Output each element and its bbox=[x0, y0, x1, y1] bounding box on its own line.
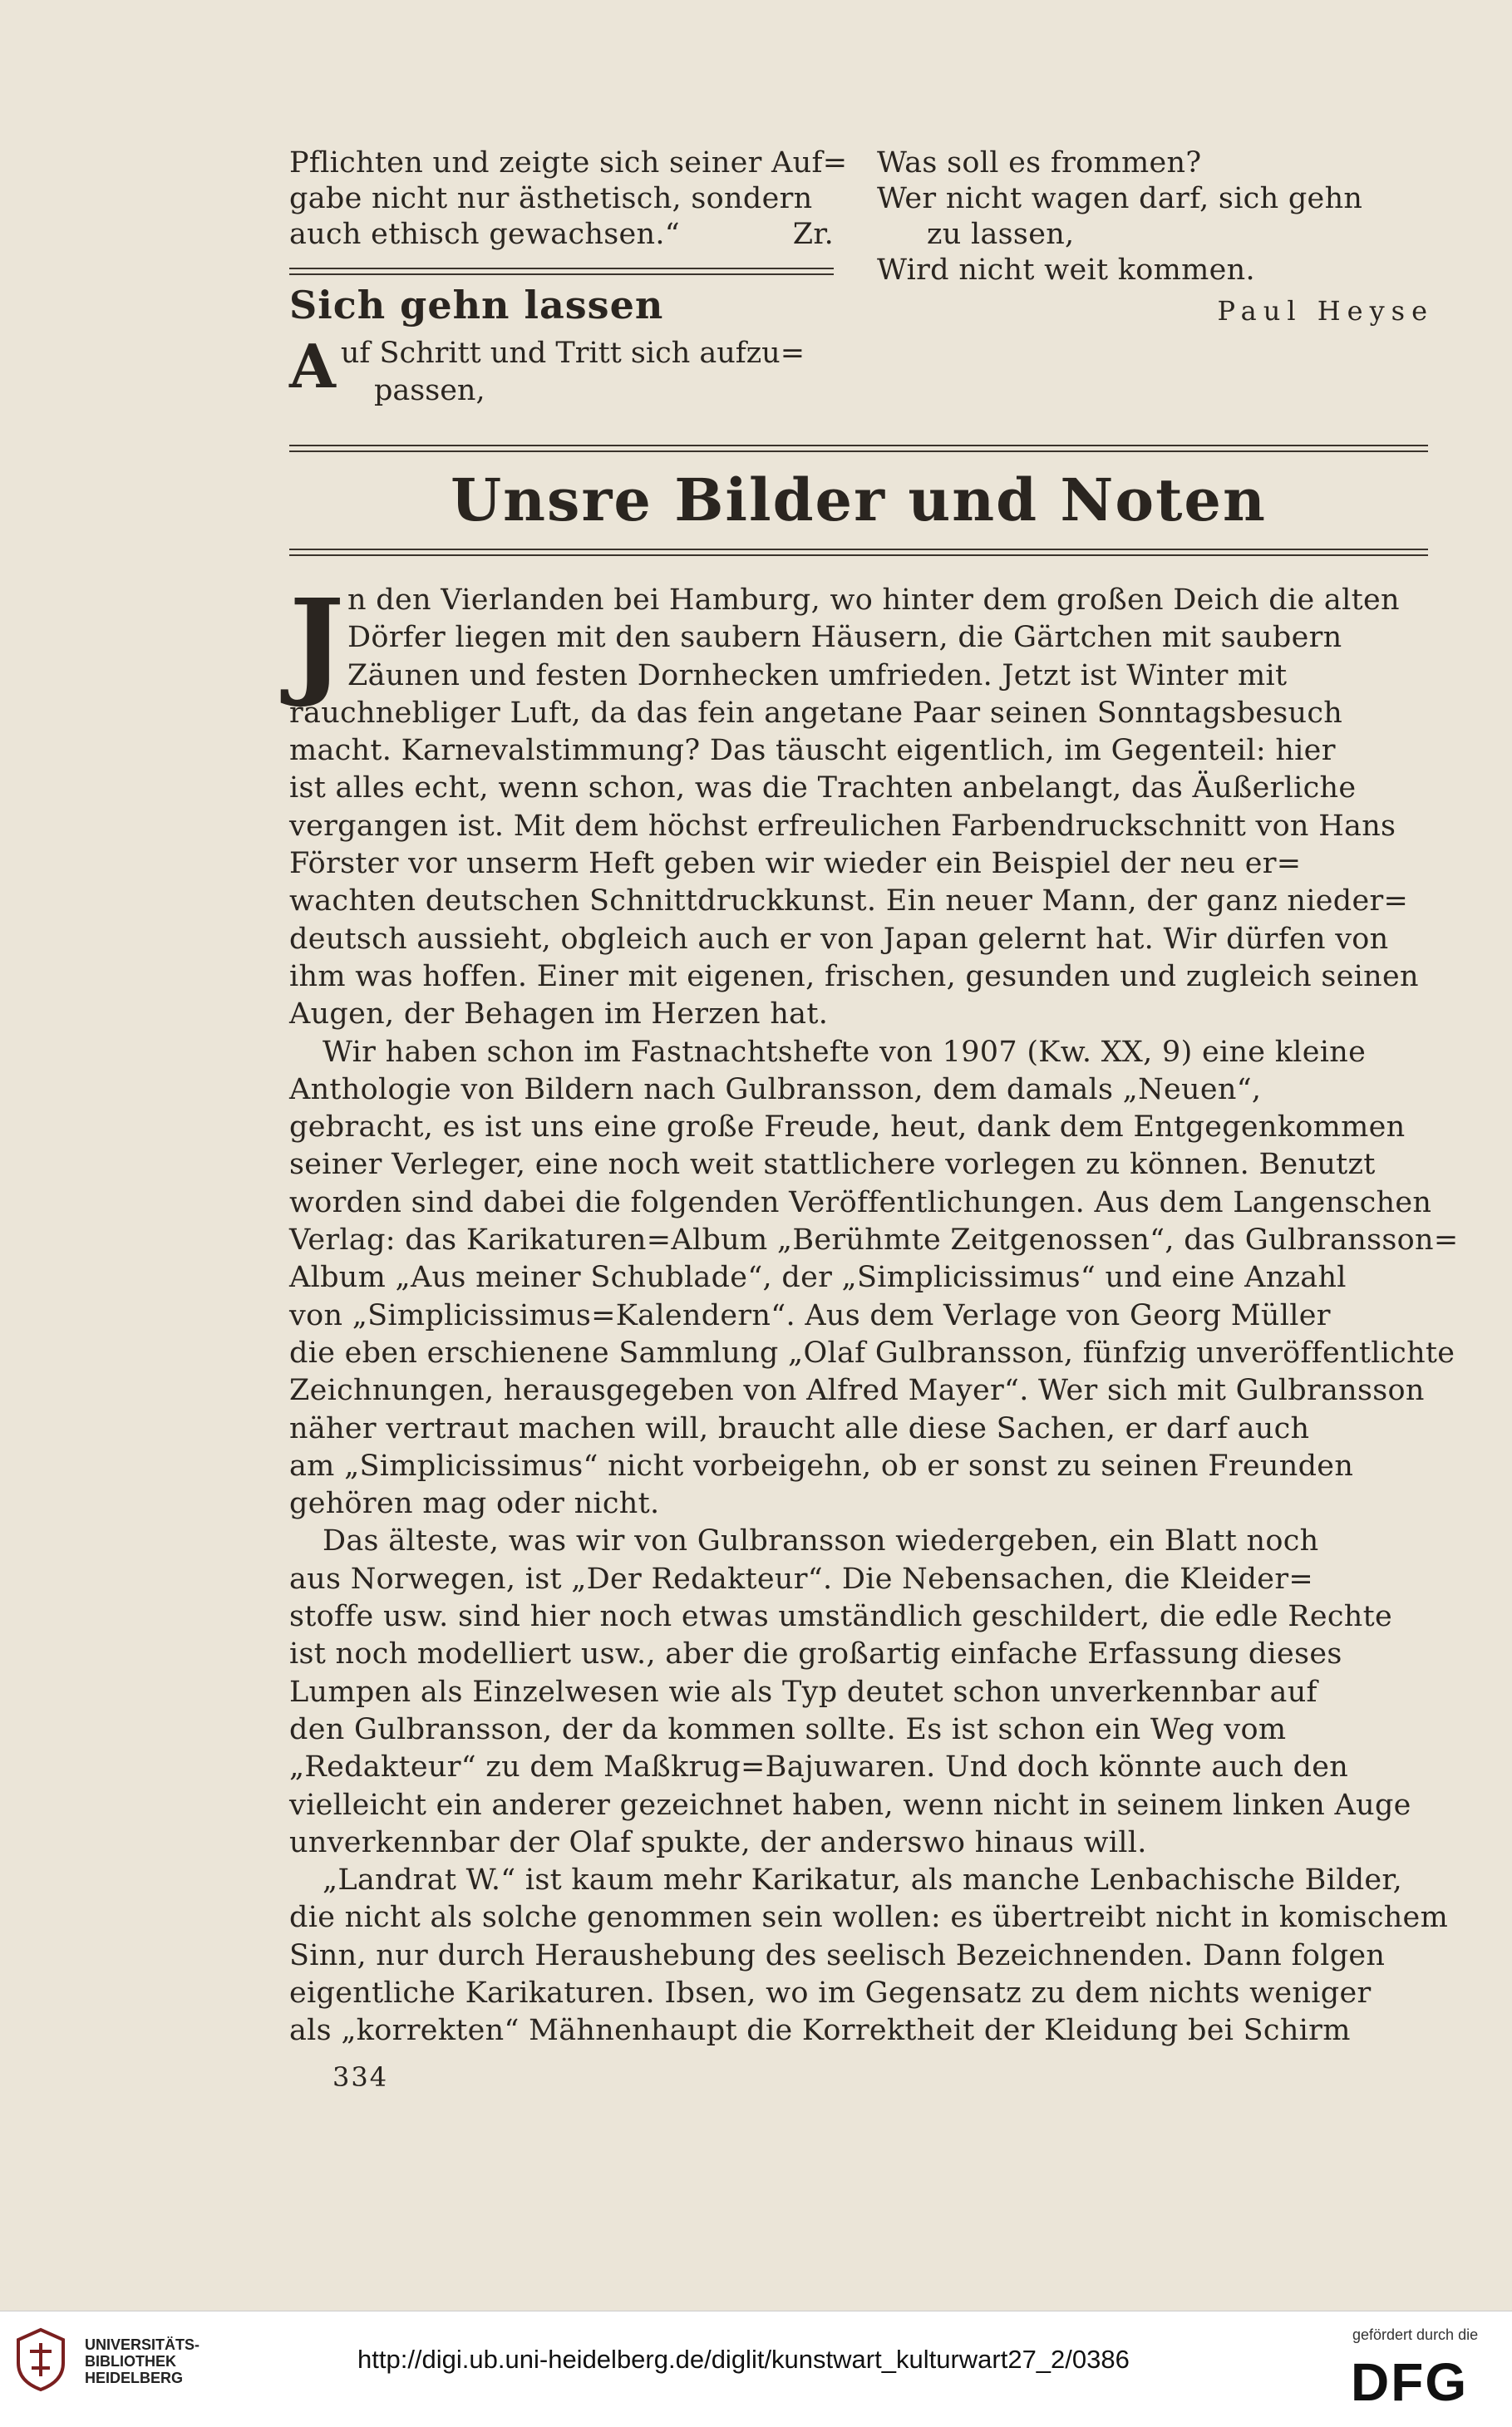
top-right-column bbox=[877, 145, 1434, 327]
text-line: am „Simplicissimus“ nicht vorbeigehn, ob er sonst zu seinen Freunden bbox=[289, 1449, 1354, 1483]
institution-line: BIBLIOTHEK bbox=[85, 2353, 176, 2370]
institution-line: HEIDELBERG bbox=[85, 2370, 184, 2386]
poem-line-text: uf Schritt und Tritt sich aufzu= bbox=[340, 337, 805, 370]
text-line: Dörfer liegen mit den saubern Häusern, die Gärtchen mit saubern bbox=[347, 621, 1342, 655]
text-line: eigentliche Karikaturen. Ibsen, wo im Gegensatz zu dem nichts weniger bbox=[289, 1976, 1372, 2010]
text-line: vielleicht ein anderer gezeichnet haben, wenn nicht in seinem linken Auge bbox=[289, 1788, 1411, 1822]
text-line-content: gabe nicht nur ästhetisch, sondern bbox=[289, 182, 813, 215]
page-number: 334 bbox=[332, 2061, 389, 2093]
headline-rule-bottom bbox=[289, 549, 1428, 556]
text-line: gebracht, es ist uns eine große Freude, heut, dank dem Entgegenkommen bbox=[289, 1110, 1406, 1145]
text-line: die nicht als solche genommen sein wollen: es übertreibt nicht in komischem bbox=[289, 1901, 1449, 1935]
poem-line: Was soll es frommen? bbox=[877, 146, 1202, 180]
institution-name bbox=[85, 2336, 199, 2386]
text-line-content: Pflichten und zeigte sich seiner Auf= bbox=[289, 146, 848, 180]
text-line: seiner Verleger, eine noch weit stattlichere vorlegen zu können. Benutzt bbox=[289, 1148, 1376, 1182]
text-line: Album „Aus meiner Schublade“, der „Simplicissimus“ und eine Anzahl bbox=[289, 1261, 1347, 1295]
drop-cap: J bbox=[289, 574, 345, 711]
text-line: Augen, der Behagen im Herzen hat. bbox=[289, 997, 829, 1031]
section-headline: Unsre Bilder und Noten bbox=[451, 465, 1267, 534]
text-line-content: auch ethisch gewachsen.“ bbox=[289, 218, 680, 251]
text-line: „Landrat W.“ ist kaum mehr Karikatur, als manche Lenbachische Bilder, bbox=[323, 1863, 1403, 1898]
poem-line bbox=[289, 331, 805, 401]
text-line: Wir haben schon im Fastnachtshefte von 1907 (Kw. XX, 9) eine kleine bbox=[323, 1035, 1367, 1069]
text-line: ist alles echt, wenn schon, was die Trachten anbelangt, das Äußerliche bbox=[289, 771, 1357, 805]
text-line: Verlag: das Karikaturen=Album „Berühmte Zeitgenossen“, das Gulbransson= bbox=[289, 1223, 1459, 1258]
poem-line: zu lassen, bbox=[927, 218, 1075, 251]
text-line bbox=[289, 217, 834, 253]
top-left-column bbox=[289, 145, 848, 253]
drop-cap: A bbox=[289, 331, 336, 401]
text-line: „Redakteur“ zu dem Maßkrug=Bajuwaren. Und doch könnte auch den bbox=[289, 1750, 1349, 1785]
funded-by-label: gefördert durch die bbox=[1352, 2326, 1479, 2343]
text-line: deutsch aussieht, obgleich auch er von Japan gelernt hat. Wir dürfen von bbox=[289, 922, 1389, 956]
text-line: die eben erschienene Sammlung „Olaf Gulbransson, fünfzig unveröffentlichte bbox=[289, 1336, 1455, 1370]
text-line: wachten deutschen Schnittdruckkunst. Ein neuer Mann, der ganz nieder= bbox=[289, 884, 1409, 918]
text-line: ist noch modelliert usw., aber die großartig einfache Erfassung dieses bbox=[289, 1637, 1342, 1671]
text-line: gehören mag oder nicht. bbox=[289, 1487, 660, 1521]
text-line: näher vertraut machen will, braucht alle diese Sachen, er darf auch bbox=[289, 1411, 1310, 1445]
poem-author: Paul Heyse bbox=[1217, 295, 1434, 327]
poem-title: Sich gehn lassen bbox=[289, 283, 664, 327]
text-line: Das älteste, was wir von Gulbransson wiedergeben, ein Blatt noch bbox=[323, 1524, 1319, 1558]
headline-rule-top bbox=[289, 445, 1428, 452]
article-body bbox=[289, 574, 1459, 2050]
poem-line: Wer nicht wagen darf, sich gehn bbox=[877, 182, 1363, 215]
text-line: von „Simplicissimus=Kalendern“. Aus dem Verlage von Georg Müller bbox=[289, 1298, 1331, 1332]
text-line: Sinn, nur durch Heraushebung des seelisch Bezeichnenden. Dann folgen bbox=[289, 1938, 1386, 1972]
institution-line: UNIVERSITÄTS- bbox=[85, 2336, 200, 2353]
text-line: Anthologie von Bildern nach Gulbransson, dem damals „Neuen“, bbox=[289, 1072, 1262, 1106]
text-line bbox=[289, 145, 848, 181]
text-line: worden sind dabei die folgenden Veröffentlichungen. Aus dem Langenschen bbox=[289, 1185, 1432, 1219]
university-seal-icon bbox=[15, 2326, 66, 2393]
text-line: Förster vor unserm Heft geben wir wieder ein Beispiel der neu er= bbox=[289, 847, 1302, 881]
section-divider bbox=[289, 268, 834, 275]
text-line: als „korrekten“ Mähnenhaupt die Korrektheit der Kleidung bei Schirm bbox=[289, 2014, 1351, 2048]
text-line: stoffe usw. sind hier noch etwas umständlich geschildert, die edle Rechte bbox=[289, 1600, 1392, 1634]
author-initials: Zr. bbox=[792, 218, 834, 251]
poem-line: passen, bbox=[374, 374, 485, 407]
dfg-logo: DFG bbox=[1351, 2352, 1469, 2412]
text-line bbox=[289, 181, 834, 217]
source-url-link[interactable]: http://digi.ub.uni-heidelberg.de/diglit/kunstwart_kulturwart27_2/0386 bbox=[357, 2345, 1130, 2374]
text-line: aus Norwegen, ist „Der Redakteur“. Die Nebensachen, die Kleider= bbox=[289, 1562, 1313, 1596]
text-line: den Gulbransson, der da kommen sollte. Es ist schon ein Weg vom bbox=[289, 1712, 1287, 1746]
text-line: n den Vierlanden bei Hamburg, wo hinter dem großen Deich die alten bbox=[347, 583, 1400, 617]
text-line: unverkennbar der Olaf spukte, der anderswo hinaus will. bbox=[289, 1825, 1147, 1859]
text-line: Lumpen als Einzelwesen wie als Typ deutet schon unverkennbar auf bbox=[289, 1675, 1317, 1709]
text-line: vergangen ist. Mit dem höchst erfreulichen Farbendruckschnitt von Hans bbox=[289, 809, 1396, 843]
text-line: macht. Karnevalstimmung? Das täuscht eigentlich, im Gegenteil: hier bbox=[289, 734, 1336, 768]
text-line: rauchnebliger Luft, da das fein angetane Paar seinen Sonntagsbesuch bbox=[289, 696, 1343, 730]
footer-bar bbox=[0, 2311, 1512, 2427]
text-line: Zeichnungen, herausgegeben von Alfred Mayer“. Wer sich mit Gulbransson bbox=[289, 1374, 1425, 1408]
poem-line: Wird nicht weit kommen. bbox=[877, 254, 1255, 287]
text-line: ihm was hoffen. Einer mit eigenen, frischen, gesunden und zugleich seinen bbox=[289, 959, 1419, 993]
text-line: Zäunen und festen Dornhecken umfrieden. Jetzt ist Winter mit bbox=[347, 658, 1288, 692]
